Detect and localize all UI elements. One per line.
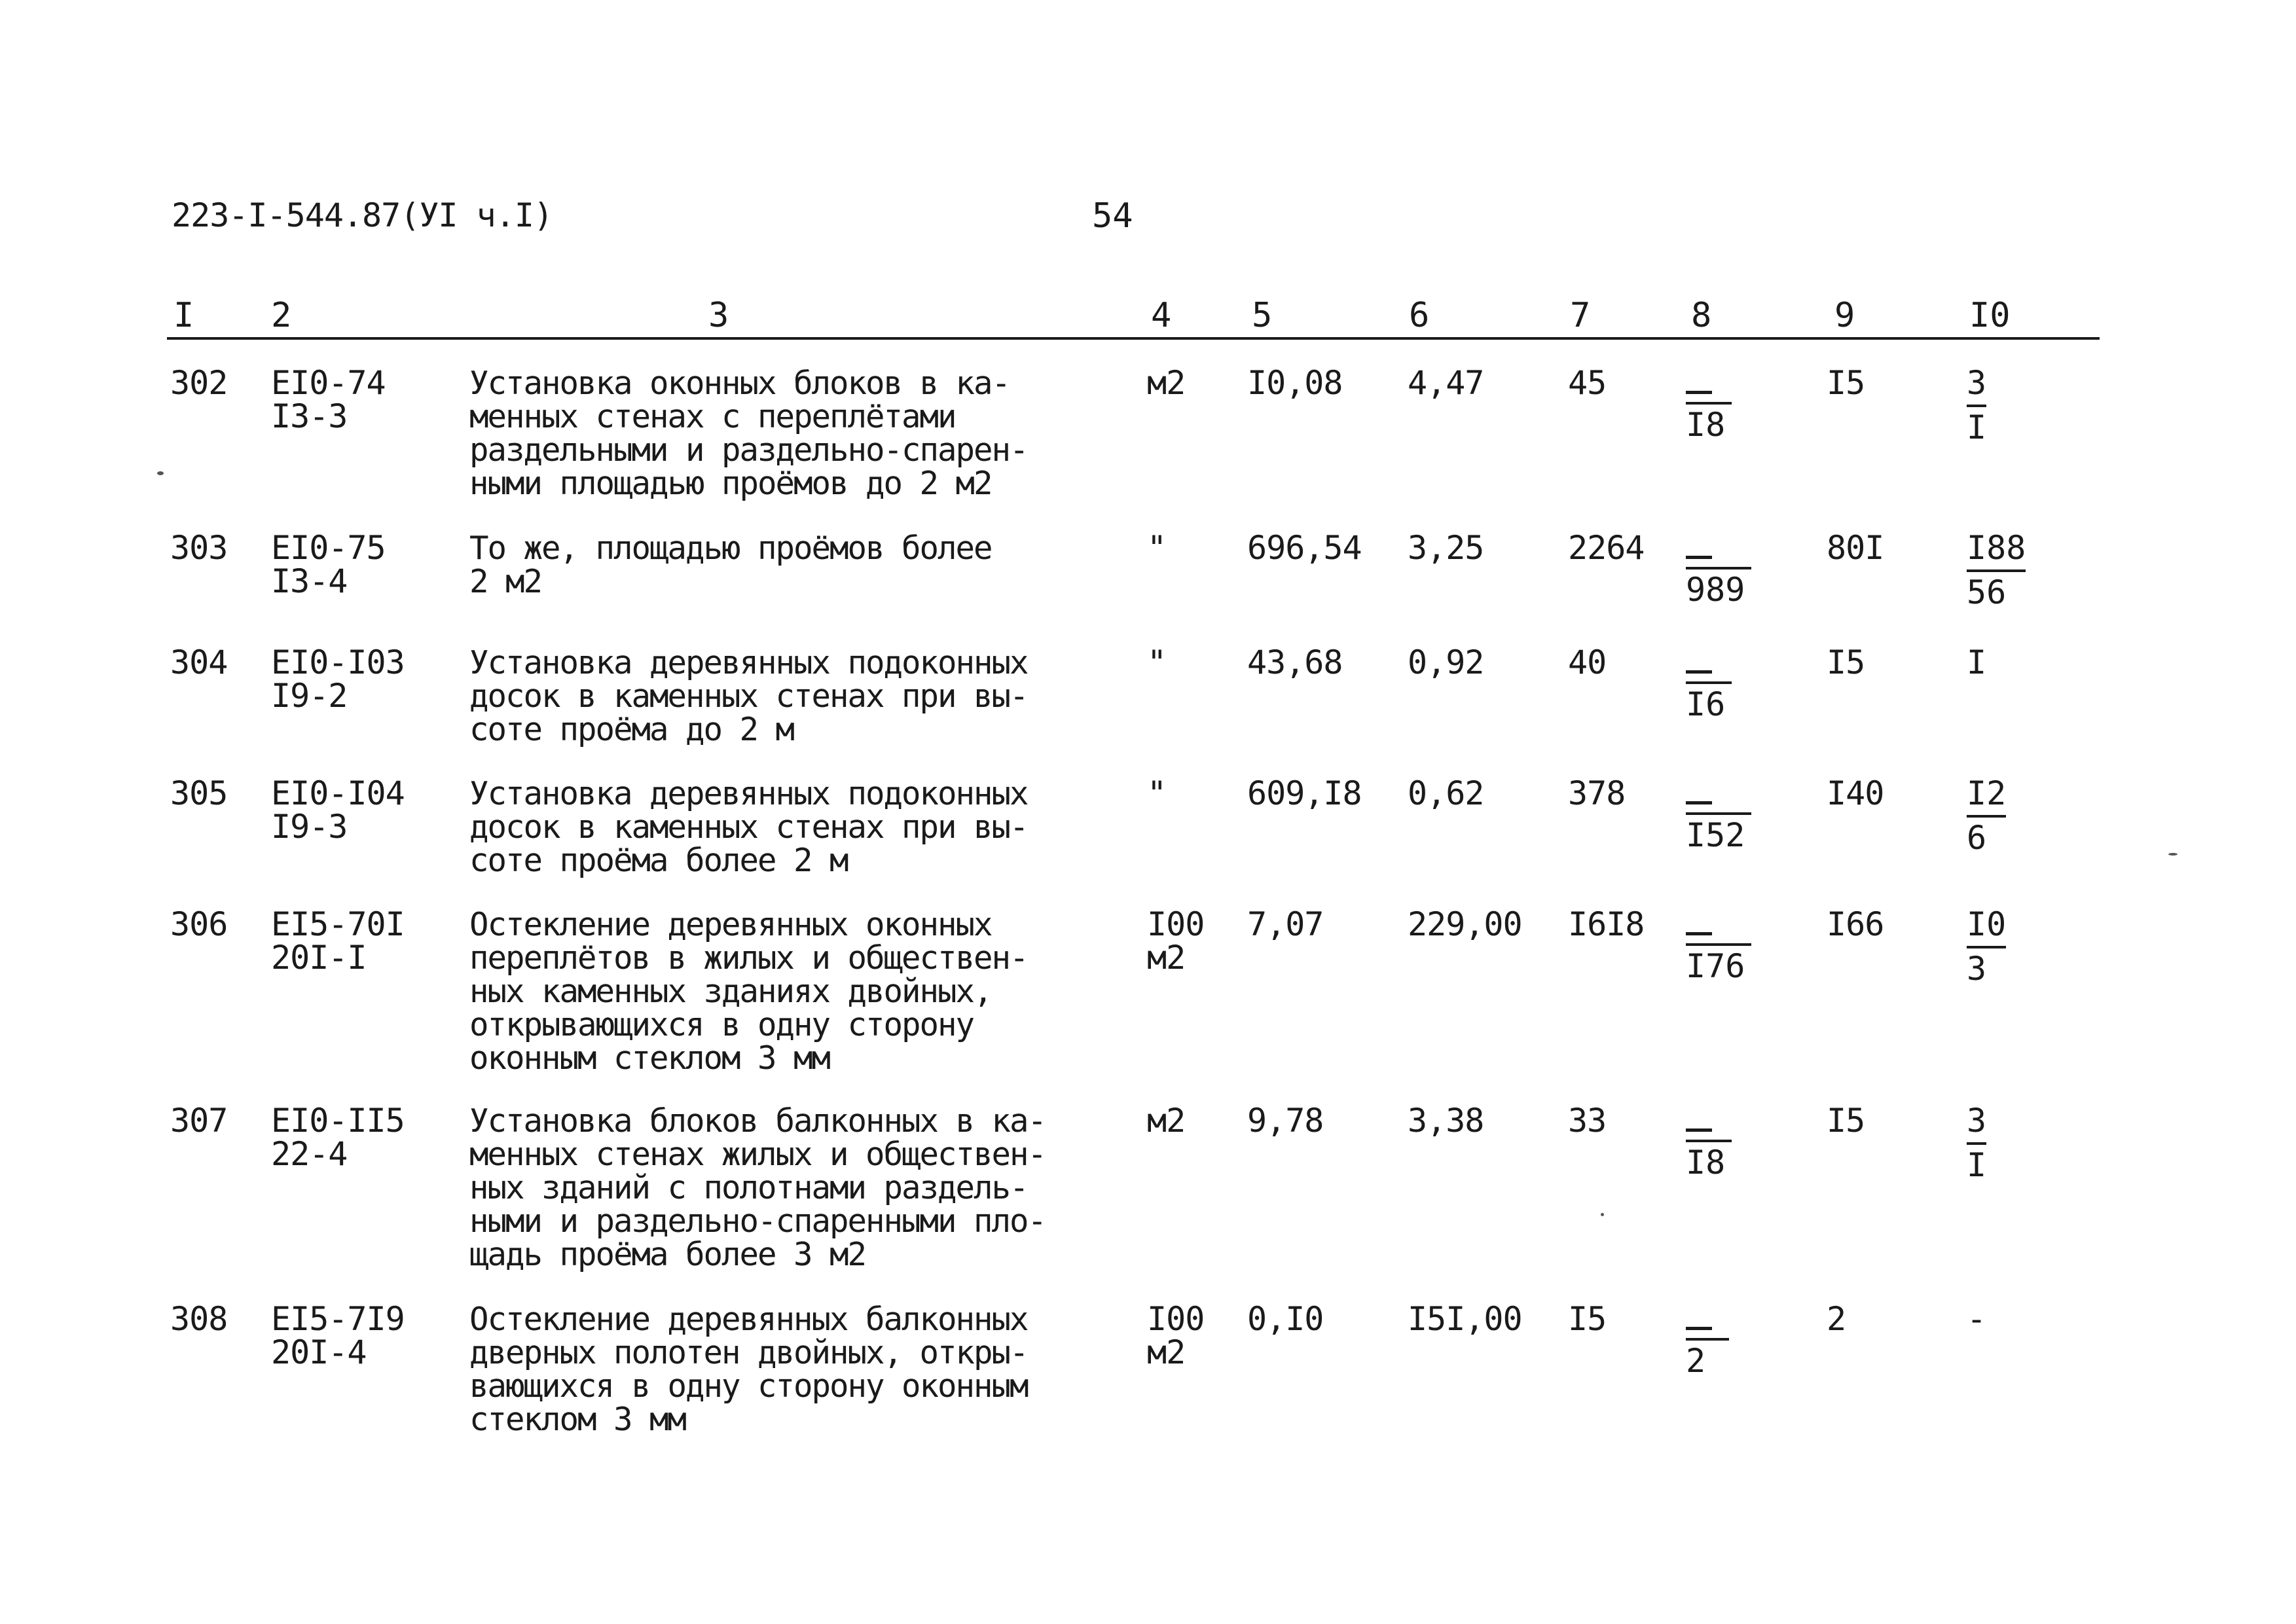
cell-unit: м2	[1147, 1102, 1186, 1140]
col-head-5: 5	[1252, 296, 1273, 335]
cell-description: Установка блоков балконных в ка- менных стенах жилых и обществен- ных зданий с полотнами раздель- ными и раздельно-спаренными пло- щадь проёма более 3 м2	[469, 1102, 1046, 1273]
cell-total: I6I8	[1568, 905, 1645, 943]
cell-unit-price: 0,92	[1408, 643, 1484, 681]
cell-description: Остекление деревянных балконных дверных полотен двойных, откры- вающихся в одну сторону оконным стеклом 3 мм	[469, 1301, 1028, 1438]
cell-total: 2264	[1568, 529, 1645, 567]
cell-quantity: I0,08	[1247, 364, 1343, 402]
cell-row-number: 304	[170, 643, 228, 681]
cell-total: I5	[1568, 1300, 1607, 1338]
cell-row-number: 307	[170, 1102, 228, 1140]
cell-col-10	[1967, 774, 2007, 857]
cell-col-10: -	[1967, 1300, 1986, 1338]
col-8-dash	[1686, 932, 1712, 935]
col-10-top: I2	[1967, 774, 2007, 812]
col-10-bottom: I	[1967, 1146, 1987, 1184]
cell-quantity: 0,I0	[1247, 1300, 1324, 1338]
col-8-rule	[1686, 1140, 1732, 1142]
cell-norm-code: EI0-I04 I9-3	[271, 774, 405, 846]
col-8-bottom: I8	[1686, 1144, 1726, 1182]
col-10-bottom: 6	[1967, 819, 1987, 857]
cell-quantity: 609,I8	[1247, 774, 1362, 812]
col-10-top: I0	[1967, 905, 2007, 943]
cell-row-number: 308	[170, 1300, 228, 1338]
col-8-dash	[1686, 801, 1712, 804]
col-8-bottom: I52	[1686, 816, 1745, 854]
col-head-3: 3	[708, 296, 729, 335]
cell-unit-price: 3,38	[1408, 1102, 1484, 1140]
col-8-dash	[1686, 556, 1712, 559]
cell-norm-code: EI0-74 I3-3	[271, 364, 386, 435]
page-number: 54	[1092, 196, 1133, 236]
cell-description: Установка деревянных подоконных досок в каменных стенах при вы- соте проёма более 2 м	[469, 775, 1028, 879]
col-head-9: 9	[1834, 296, 1855, 335]
col-8-bottom: I8	[1686, 406, 1726, 444]
cell-quantity: 7,07	[1247, 905, 1324, 943]
col-8-top	[1686, 646, 1712, 679]
cell-unit: I00 м2	[1147, 1300, 1205, 1371]
col-8-dash	[1686, 1327, 1712, 1330]
cell-col-9: I66	[1827, 905, 1884, 943]
cell-total: 378	[1568, 774, 1626, 812]
cell-col-8	[1686, 777, 1751, 852]
cell-unit-price: 4,47	[1408, 364, 1484, 402]
col-10-rule	[1967, 569, 2026, 572]
cell-description: То же, площадью проёмов более 2 м2	[469, 530, 992, 600]
cell-total: 33	[1568, 1102, 1607, 1140]
col-head-10: I0	[1969, 296, 2011, 335]
header-rule	[167, 337, 2100, 340]
cell-norm-code: EI0-I03 I9-2	[271, 643, 405, 715]
cell-unit: I00 м2	[1147, 905, 1205, 977]
cell-col-9: 80I	[1827, 529, 1884, 567]
cell-norm-code: EI0-II5 22-4	[271, 1102, 405, 1173]
col-10-rule	[1967, 946, 2006, 948]
cell-col-8	[1686, 532, 1751, 609]
col-8-rule	[1686, 812, 1751, 815]
cell-row-number: 305	[170, 774, 228, 812]
col-10-top: 3	[1967, 364, 1987, 402]
col-8-top	[1686, 532, 1712, 564]
cell-col-8	[1686, 367, 1732, 444]
cell-col-10	[1967, 364, 1987, 446]
col-head-4: 4	[1151, 296, 1172, 335]
col-head-1: I	[173, 296, 194, 335]
col-head-7: 7	[1570, 296, 1591, 335]
col-8-bottom: 989	[1686, 571, 1745, 609]
col-10-bottom: 3	[1967, 950, 1987, 988]
cell-total: 40	[1568, 643, 1607, 681]
col-head-8: 8	[1691, 296, 1712, 335]
scan-speck	[2168, 853, 2178, 856]
col-8-rule	[1686, 1338, 1729, 1341]
cell-col-10	[1967, 905, 2007, 988]
col-8-dash	[1686, 670, 1712, 674]
cell-quantity: 696,54	[1247, 529, 1362, 567]
col-8-rule	[1686, 943, 1751, 946]
cell-unit: м2	[1147, 364, 1186, 402]
col-8-bottom: 2	[1686, 1342, 1706, 1380]
cell-unit-price: 3,25	[1408, 529, 1484, 567]
cell-quantity: 9,78	[1247, 1102, 1324, 1140]
cell-col-8	[1686, 1104, 1732, 1182]
cell-col-9: I5	[1827, 643, 1865, 681]
cell-col-8	[1686, 646, 1732, 721]
cell-norm-code: EI0-75 I3-4	[271, 529, 386, 600]
cell-description: Остекление деревянных оконных переплётов в жилых и обществен- ных каменных зданиях двойных, открывающихся в одну сторону оконным стеклом 3 мм	[469, 906, 1028, 1077]
col-10-top: 3	[1967, 1102, 1987, 1140]
cell-col-10	[1967, 529, 2026, 611]
scan-speck	[1601, 1213, 1604, 1216]
col-8-rule	[1686, 567, 1751, 569]
cell-unit-price: 229,00	[1408, 905, 1522, 943]
cell-col-9: I5	[1827, 364, 1865, 402]
cell-quantity: 43,68	[1247, 643, 1343, 681]
cell-row-number: 302	[170, 364, 228, 402]
col-10-rule	[1967, 815, 2006, 818]
col-10-bottom: I	[1967, 408, 1987, 446]
cell-unit: "	[1147, 774, 1167, 812]
cell-unit-price: I5I,00	[1408, 1300, 1522, 1338]
cell-col-8	[1686, 908, 1751, 983]
col-10-rule	[1967, 405, 1986, 407]
col-8-dash	[1686, 1128, 1712, 1132]
col-8-top	[1686, 777, 1712, 810]
cell-unit-price: 0,62	[1408, 774, 1484, 812]
cell-total: 45	[1568, 364, 1607, 402]
col-10-rule	[1967, 1142, 1986, 1145]
col-10-top: I88	[1967, 529, 2026, 567]
cell-norm-code: EI5-70I 20I-I	[271, 905, 405, 977]
page-header: 223-I-544.87(УI ч.I)	[172, 196, 553, 234]
cell-col-9: I5	[1827, 1102, 1865, 1140]
col-8-top	[1686, 1303, 1712, 1335]
cell-norm-code: EI5-7I9 20I-4	[271, 1300, 405, 1371]
scan-speck	[157, 471, 164, 475]
cell-col-10: I	[1967, 643, 1986, 681]
col-8-bottom: I6	[1686, 685, 1726, 723]
col-head-2: 2	[271, 296, 292, 335]
cell-col-9: I40	[1827, 774, 1884, 812]
col-8-rule	[1686, 681, 1732, 684]
col-8-rule	[1686, 402, 1732, 405]
cell-col-9: 2	[1827, 1300, 1846, 1338]
cell-col-8	[1686, 1303, 1729, 1380]
col-8-top	[1686, 908, 1712, 941]
col-8-top	[1686, 367, 1712, 399]
col-head-6: 6	[1409, 296, 1430, 335]
col-8-top	[1686, 1104, 1712, 1137]
cell-description: Установка деревянных подоконных досок в каменных стенах при вы- соте проёма до 2 м	[469, 644, 1028, 748]
cell-row-number: 303	[170, 529, 228, 567]
cell-unit: "	[1147, 529, 1167, 567]
col-10-bottom: 56	[1967, 573, 2007, 611]
cell-unit: "	[1147, 643, 1167, 681]
cell-col-10	[1967, 1104, 1986, 1182]
col-8-bottom: I76	[1686, 947, 1745, 985]
cell-description: Установка оконных блоков в ка- менных стенах с переплётами раздельными и раздельно-спарен- ными площадью проёмов до 2 м2	[469, 365, 1028, 502]
col-8-dash	[1686, 391, 1712, 394]
cell-row-number: 306	[170, 905, 228, 943]
